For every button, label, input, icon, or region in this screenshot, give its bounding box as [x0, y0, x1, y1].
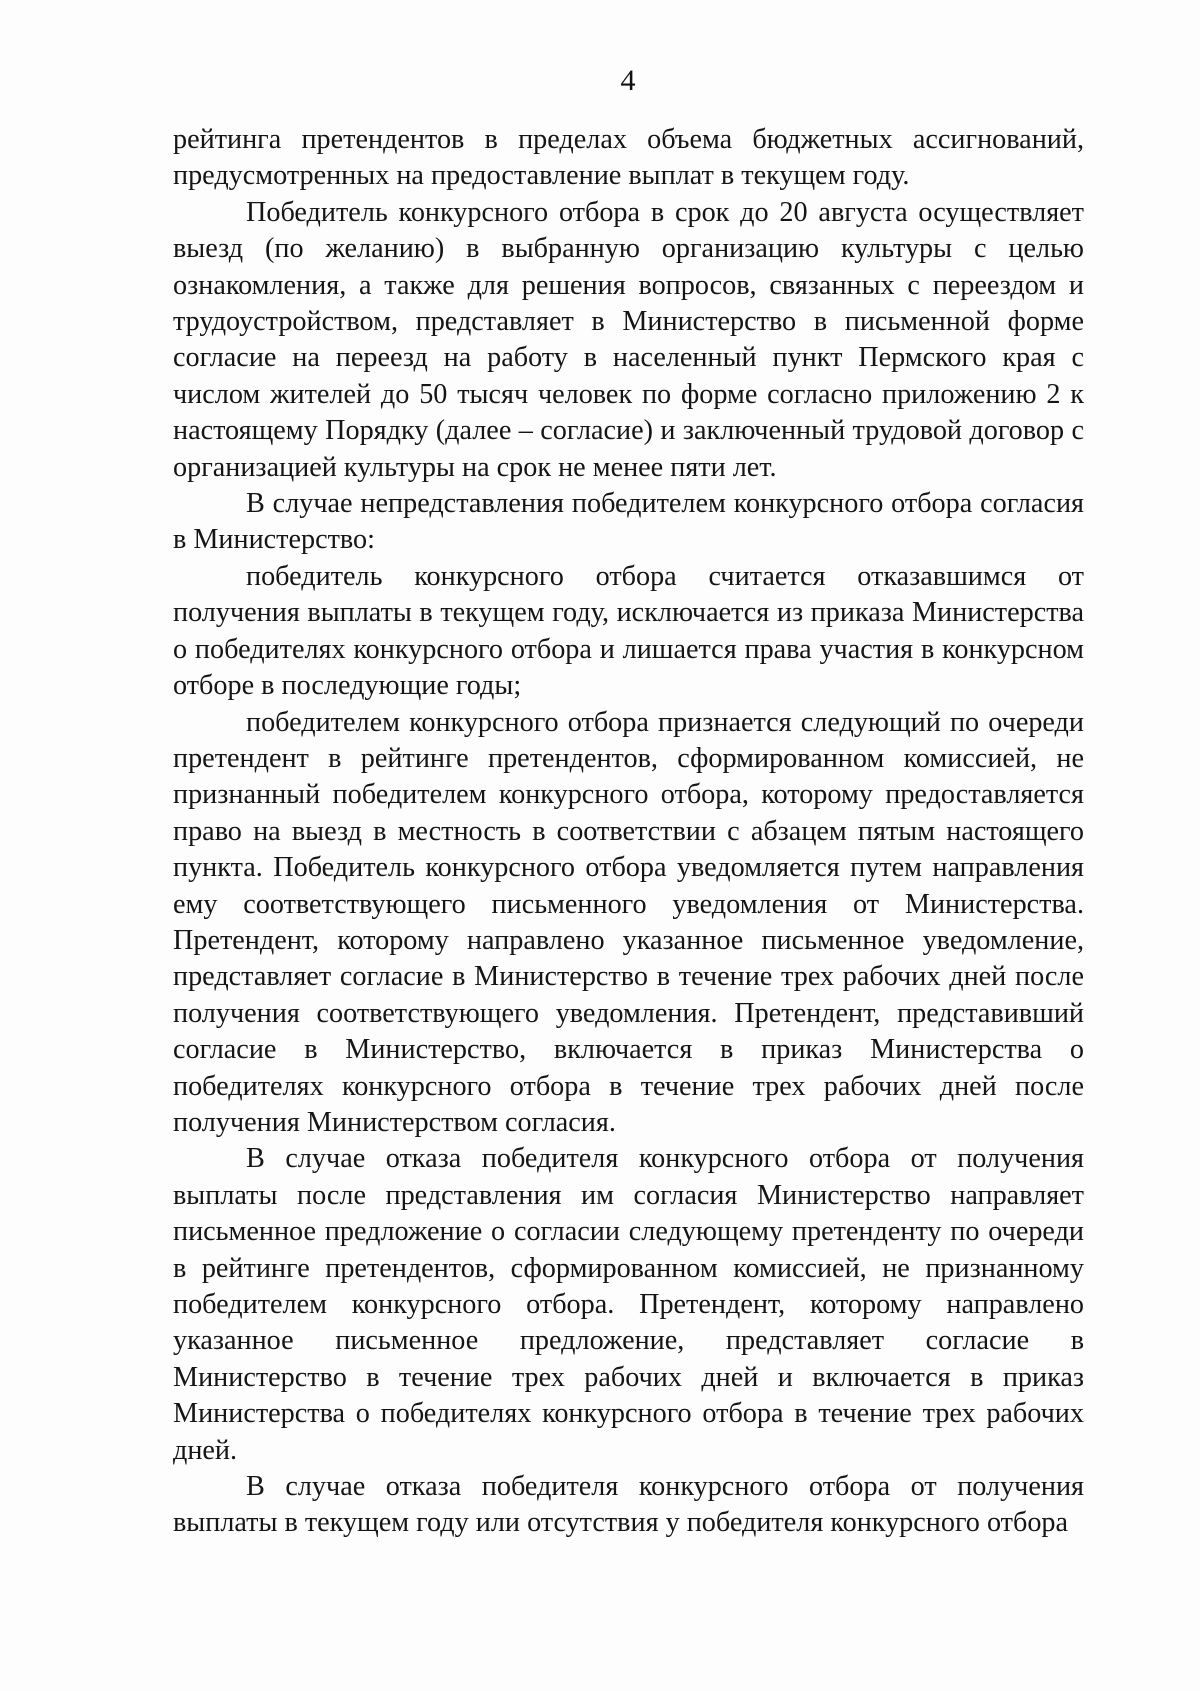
paragraph-winner-deadline: Победитель конкурсного отбора в срок до 20 августа осуществляет выезд (по желанию) в выбранную организацию культуры с целью ознакомления, а также для решения вопросов, связанных с переездом и трудоустройством, представляет в Министерство в письменной форме согласие на переезд на работу в населенный пункт Пермского края с числом жителей до 50 тысяч человек по форме согласно приложению 2 к настоящему Порядку (далее – согласие) и заключенный трудовой договор с организацией культуры на срок не менее пяти лет.: [173, 196, 1084, 483]
paragraph-continuation: рейтинга претендентов в пределах объема бюджетных ассигнований, предусмотренных на предоставление выплат в текущем году.: [173, 124, 1084, 192]
page-number: 4: [620, 64, 636, 97]
paragraph-next-candidate: победителем конкурсного отбора признается следующий по очереди претендент в рейтинге претендентов, сформированном комиссией, не признанный победителем конкурсного отбора, которому предоставляется право на выезд в местность в соответствии с абзацем пятым настоящего пункта. Победитель конкурсного отбора уведомляется путем направления ему соответствующего письменного уведомления от Министерства. Претендент, которому направлено указанное письменное уведомление, представляет согласие в Министерство в течение трех рабочих дней после получения соответствующего уведомления. Претендент, представивший согласие в Министерство, включается в приказ Министерства о победителях конкурсного отбора в течение трех рабочих дней после получения Министерством согласия.: [173, 706, 1084, 1138]
paragraph-winner-refused: победитель конкурсного отбора считается отказавшимся от получения выплаты в текущем году, исключается из приказа Министерства о победителях конкурсного отбора и лишается права участия в конкурсном отборе в последующие годы;: [173, 560, 1084, 702]
paragraph-refusal-after-consent: В случае отказа победителя конкурсного отбора от получения выплаты после представления им согласия Министерство направляет письменное предложение о согласии следующему претенденту по очереди в рейтинге претендентов, сформированном комиссией, не признанному победителем конкурсного отбора. Претендент, которому направлено указанное письменное предложение, представляет согласие в Министерство в течение трех рабочих дней и включается в приказ Министерства о победителях конкурсного отбора в течение трех рабочих дней.: [173, 1143, 1084, 1466]
document-body: [173, 122, 1084, 1542]
paragraph-non-submission: В случае непредставления победителем конкурсного отбора согласия в Министерство:: [173, 488, 1084, 556]
paragraph-refusal-current-year: В случае отказа победителя конкурсного отбора от получения выплаты в текущем году или отсутствия у победителя конкурсного отбора: [173, 1471, 1084, 1539]
